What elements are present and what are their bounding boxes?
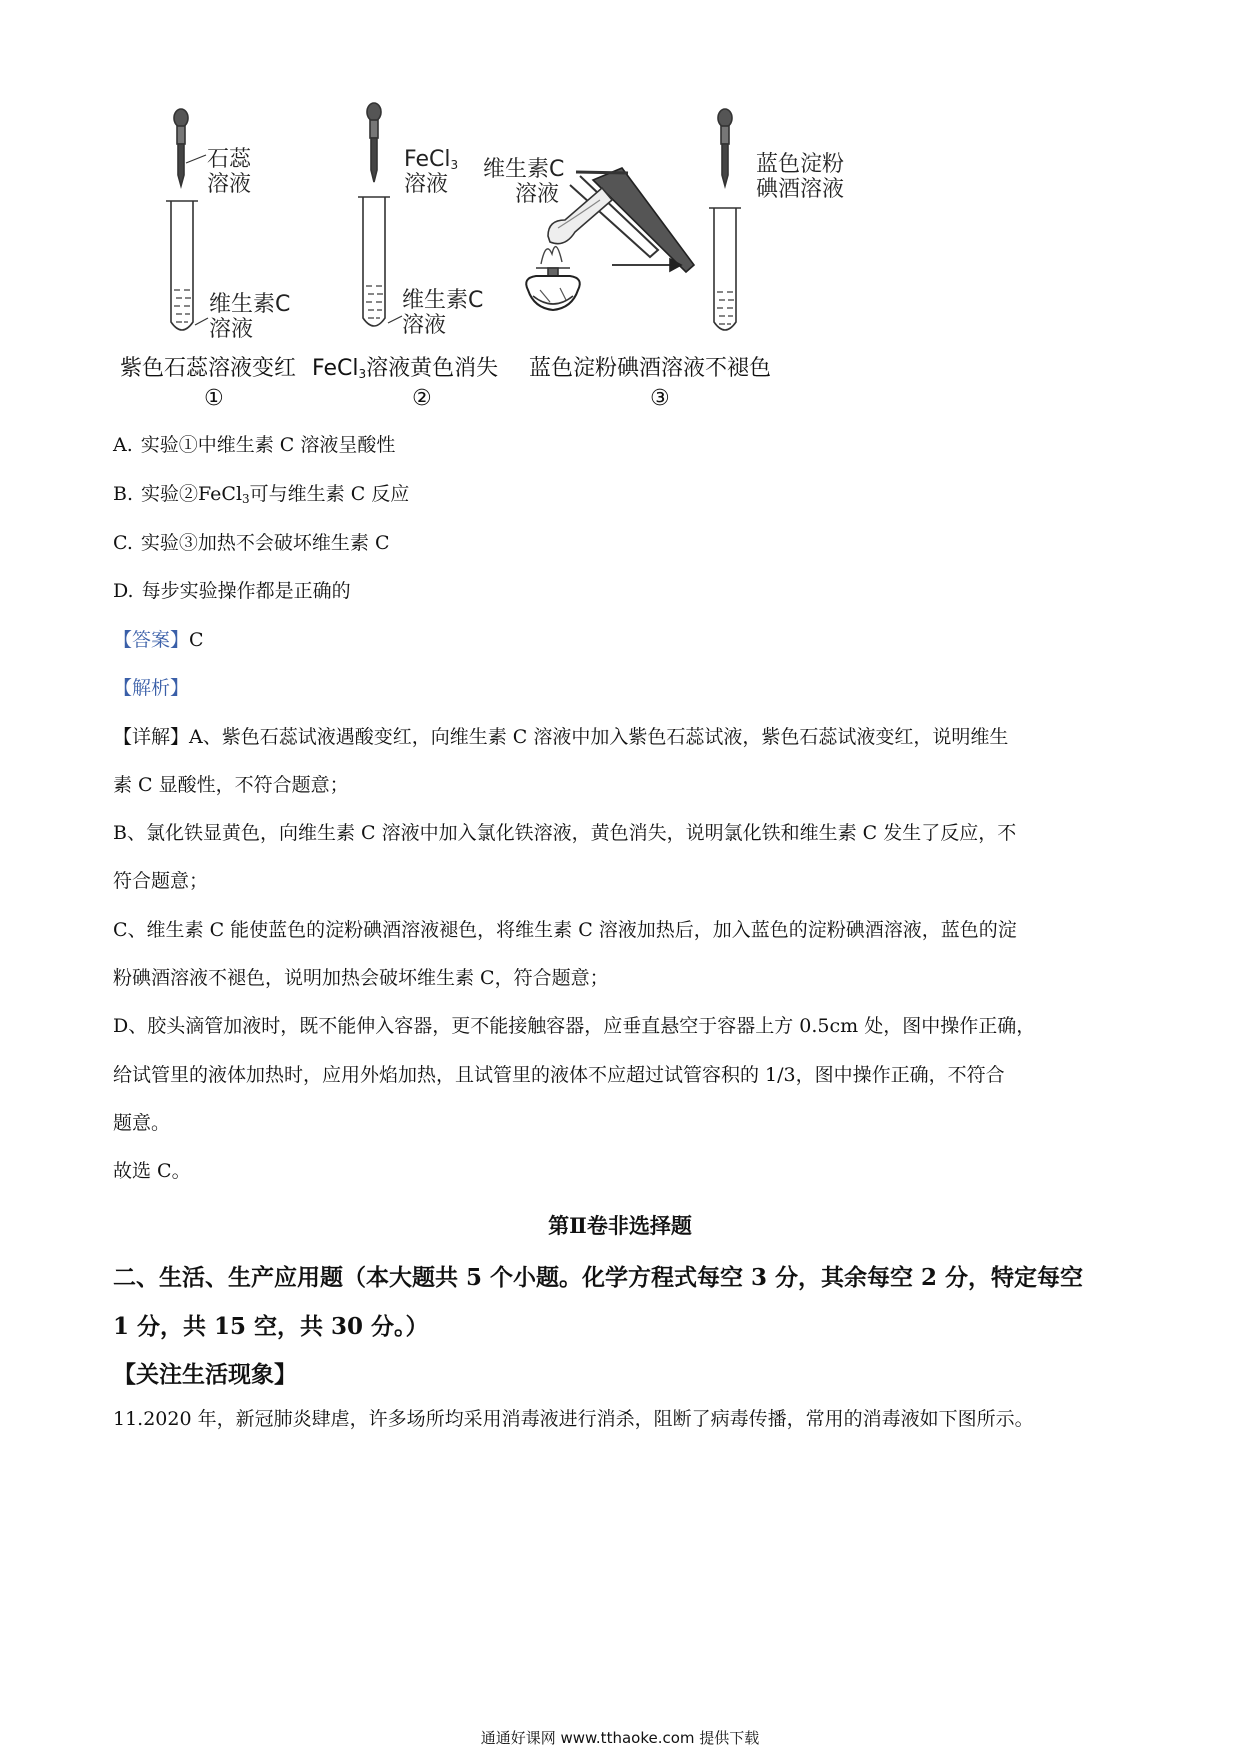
exp2-sample-label: 维生素C 溶液 xyxy=(402,288,484,339)
section2-line-2: 1 分，共 15 空，共 30 分。） xyxy=(113,1313,429,1340)
exp1-sample-label: 维生素C 溶液 xyxy=(209,292,291,343)
dropper-2 xyxy=(367,103,381,182)
detail-line-5: C、维生素 C 能使蓝色的淀粉碘酒溶液褪色，将维生素 C 溶液加热后，加入蓝色的淀粉碘酒溶液，蓝色的淀 xyxy=(113,919,1017,941)
option-d: D. 每步实验操作都是正确的 xyxy=(113,580,351,602)
detail-line-8: 给试管里的液体加热时，应用外焰加热，且试管里的液体不应超过试管容积的 1/3，图中操作正确，不符合 xyxy=(113,1064,1005,1086)
test-tube-1 xyxy=(166,201,198,330)
question-11: 11.2020 年，新冠肺炎肆虐，许多场所均采用消毒液进行消杀，阻断了病毒传播，常用的消毒液如下图所示。 xyxy=(113,1408,1034,1430)
exp3-heat-label: 维生素C 溶液 xyxy=(483,157,565,208)
footer: 通通好课网 www.tthaoke.com 提供下载 xyxy=(480,1729,760,1747)
detail-line-4: 符合题意； xyxy=(113,870,209,892)
exp2-number: ② xyxy=(412,386,432,411)
exp1-reagent-label: 石蕊 溶液 xyxy=(207,147,252,198)
exp3-reagent-label: 蓝色淀粉 碘酒溶液 xyxy=(756,152,845,203)
section2-line-1: 二、生活、生产应用题（本大题共 5 个小题。化学方程式每空 3 分，其余每空 2 分，特定每空 xyxy=(113,1264,1084,1291)
option-c: C. 实验③加热不会破坏维生素 C xyxy=(113,532,390,554)
detail-line-1: 【详解】A、紫色石蕊试液遇酸变红，向维生素 C 溶液中加入紫色石蕊试液，紫色石蕊试液变红，说明维生 xyxy=(113,726,1009,748)
arrow-to-tube-3 xyxy=(612,259,681,271)
analysis-label: 【解析】 xyxy=(113,677,190,699)
detail-line-7: D、胶头滴管加液时，既不能伸入容器，更不能接触容器，应垂直悬空于容器上方 0.5cm 处，图中操作正确， xyxy=(113,1015,1036,1037)
test-tube-2 xyxy=(358,197,390,326)
dropper-3 xyxy=(718,109,732,186)
detail-line-6: 粉碘酒溶液不褪色，说明加热会破坏维生素 C，符合题意； xyxy=(113,967,609,989)
option-a: A. 实验①中维生素 C 溶液呈酸性 xyxy=(113,434,396,456)
exp2-caption: FeCl$_3$溶液黄色消失 xyxy=(312,356,499,381)
exp3-caption: 蓝色淀粉碘酒溶液不褪色 xyxy=(529,356,772,381)
exp2-reagent-label: FeCl$_3$ 溶液 xyxy=(404,147,459,198)
detail-line-3: B、氯化铁显黄色，向维生素 C 溶液中加入氯化铁溶液，黄色消失，说明氯化铁和维生素 C 发生了反应，不 xyxy=(113,822,1017,844)
dropper-1 xyxy=(174,109,188,186)
answer xyxy=(113,627,204,653)
exp3-number: ③ xyxy=(650,386,670,411)
test-tube-3 xyxy=(709,208,741,330)
detail-line-10: 故选 C。 xyxy=(113,1160,191,1182)
subsection-heading: 【关注生活现象】 xyxy=(113,1361,297,1388)
detail-line-9: 题意。 xyxy=(113,1112,171,1134)
option-b: B. 实验②FeCl$_3$可与维生素 C 反应 xyxy=(113,483,410,506)
detail-line-2: 素 C 显酸性，不符合题意； xyxy=(113,774,349,796)
answer-value: C xyxy=(189,629,204,651)
exp1-number: ① xyxy=(204,386,224,411)
answer-label: 【答案】 xyxy=(113,629,190,651)
exp1-caption: 紫色石蕊溶液变红 xyxy=(120,356,297,381)
section-title: 第Ⅱ卷非选择题 xyxy=(548,1213,692,1238)
